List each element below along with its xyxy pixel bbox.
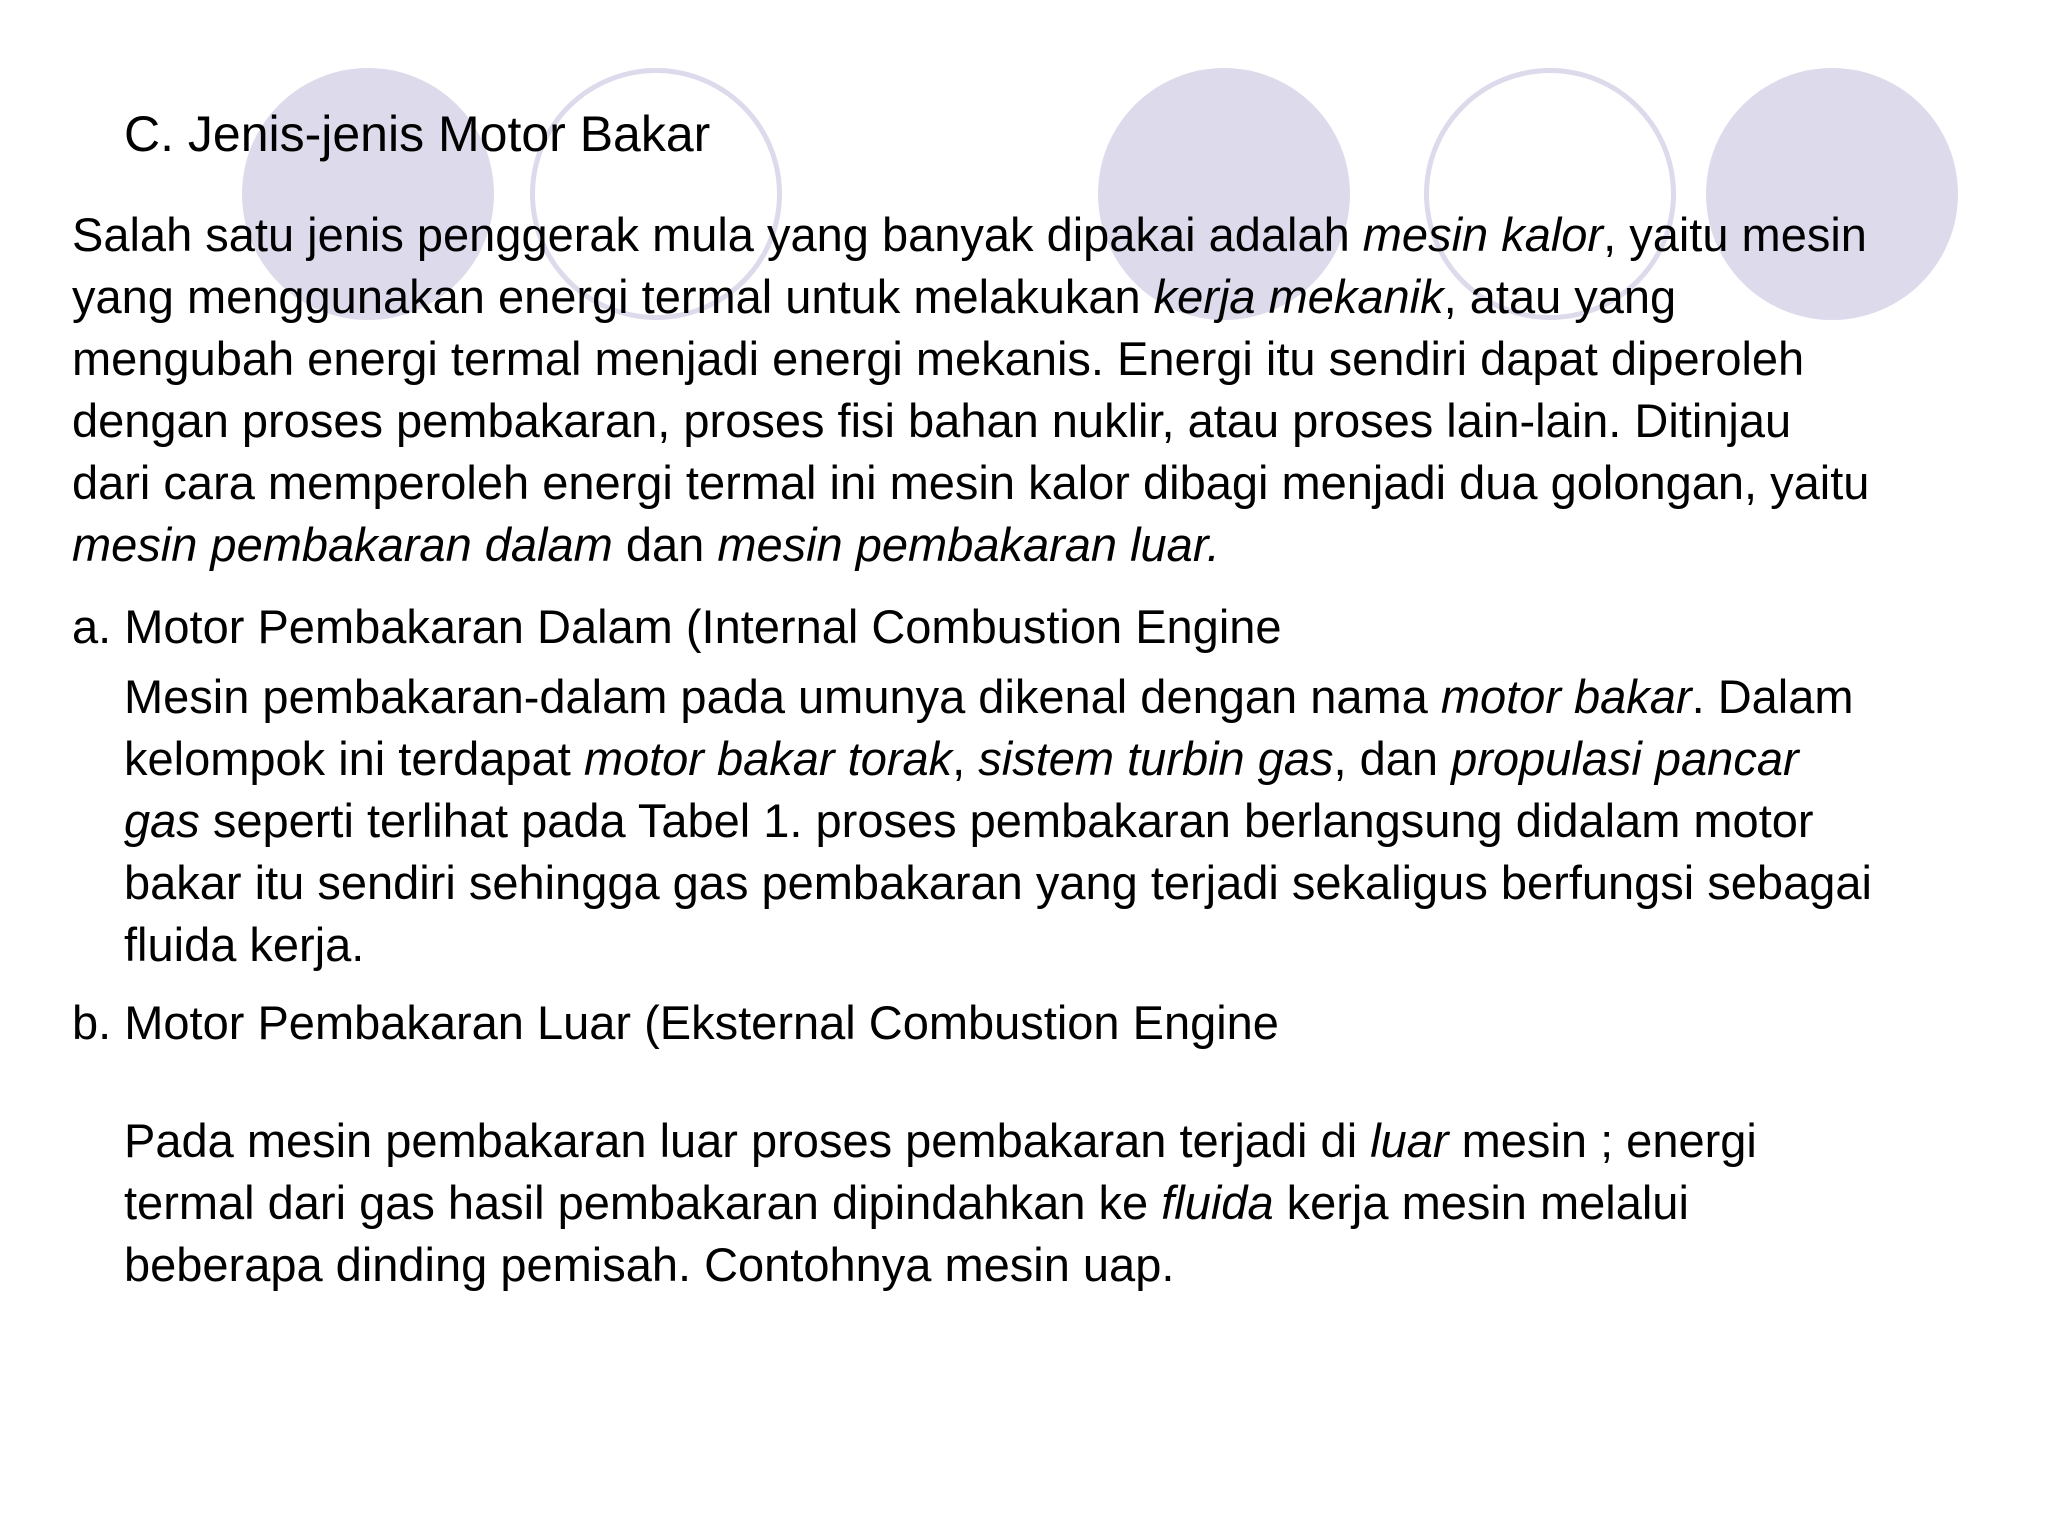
text-run: , dan	[1333, 732, 1452, 785]
text-run: termal dari gas hasil pembakaran dipindahkan ke	[124, 1176, 1162, 1229]
text-line	[124, 1172, 1757, 1234]
section-a-paragraph	[124, 666, 1872, 976]
text-line	[72, 204, 1869, 266]
italic-term: motor bakar torak	[583, 732, 953, 785]
italic-term: mesin pembakaran dalam	[72, 518, 613, 571]
italic-term: gas	[124, 794, 200, 847]
text-run: mesin ; energi	[1448, 1114, 1757, 1167]
italic-term: mesin kalor	[1362, 208, 1604, 261]
italic-term: fluida	[1161, 1176, 1274, 1229]
text-run: seperti terlihat pada Tabel 1. proses pembakaran berlangsung didalam motor	[199, 794, 1814, 847]
text-line: dengan proses pembakaran, proses fisi bahan nuklir, atau proses lain-lain. Ditinjau	[72, 394, 1792, 447]
text-run: Salah satu jenis penggerak mula yang banyak dipakai adalah	[72, 208, 1363, 261]
text-line: mengubah energi termal menjadi energi mekanis. Energi itu sendiri dapat diperoleh	[72, 332, 1805, 385]
italic-term: mesin pembakaran luar.	[717, 518, 1220, 571]
text-run: kelompok ini terdapat	[124, 732, 584, 785]
section-b-paragraph	[124, 1110, 1757, 1296]
text-run: . Dalam	[1691, 670, 1854, 723]
text-line	[72, 266, 1869, 328]
section-a-heading: a. Motor Pembakaran Dalam (Internal Combustion Engine	[72, 600, 1282, 653]
text-run: Mesin pembakaran-dalam pada umunya dikenal dengan nama	[124, 670, 1441, 723]
italic-term: kerja mekanik	[1153, 270, 1444, 323]
text-run: kerja mesin melalui	[1273, 1176, 1689, 1229]
text-run: yang menggunakan energi termal untuk melakukan	[72, 270, 1154, 323]
italic-term: sistem turbin gas	[978, 732, 1334, 785]
text-line: dari cara memperoleh energi termal ini mesin kalor dibagi menjadi dua golongan, yaitu	[72, 456, 1870, 509]
slide-title: C. Jenis-jenis Motor Bakar	[124, 106, 711, 162]
text-run: , yaitu mesin	[1603, 208, 1867, 261]
text-line	[124, 790, 1872, 852]
text-line	[124, 728, 1872, 790]
text-line	[124, 1110, 1757, 1172]
text-run: Pada mesin pembakaran luar proses pembakaran terjadi di	[124, 1114, 1371, 1167]
section-b-heading: b. Motor Pembakaran Luar (Eksternal Combustion Engine	[72, 996, 1279, 1049]
text-run: , atau yang	[1443, 270, 1677, 323]
text-line	[72, 514, 1869, 576]
italic-term: luar	[1370, 1114, 1449, 1167]
text-run: dan	[612, 518, 718, 571]
text-run: ,	[952, 732, 979, 785]
intro-paragraph	[72, 204, 1869, 576]
text-line: fluida kerja.	[124, 918, 365, 971]
italic-term: propulasi pancar	[1451, 732, 1799, 785]
text-line: bakar itu sendiri sehingga gas pembakaran yang terjadi sekaligus berfungsi sebagai	[124, 856, 1872, 909]
italic-term: motor bakar	[1440, 670, 1692, 723]
text-line: beberapa dinding pemisah. Contohnya mesin uap.	[124, 1238, 1175, 1291]
text-line	[124, 666, 1872, 728]
